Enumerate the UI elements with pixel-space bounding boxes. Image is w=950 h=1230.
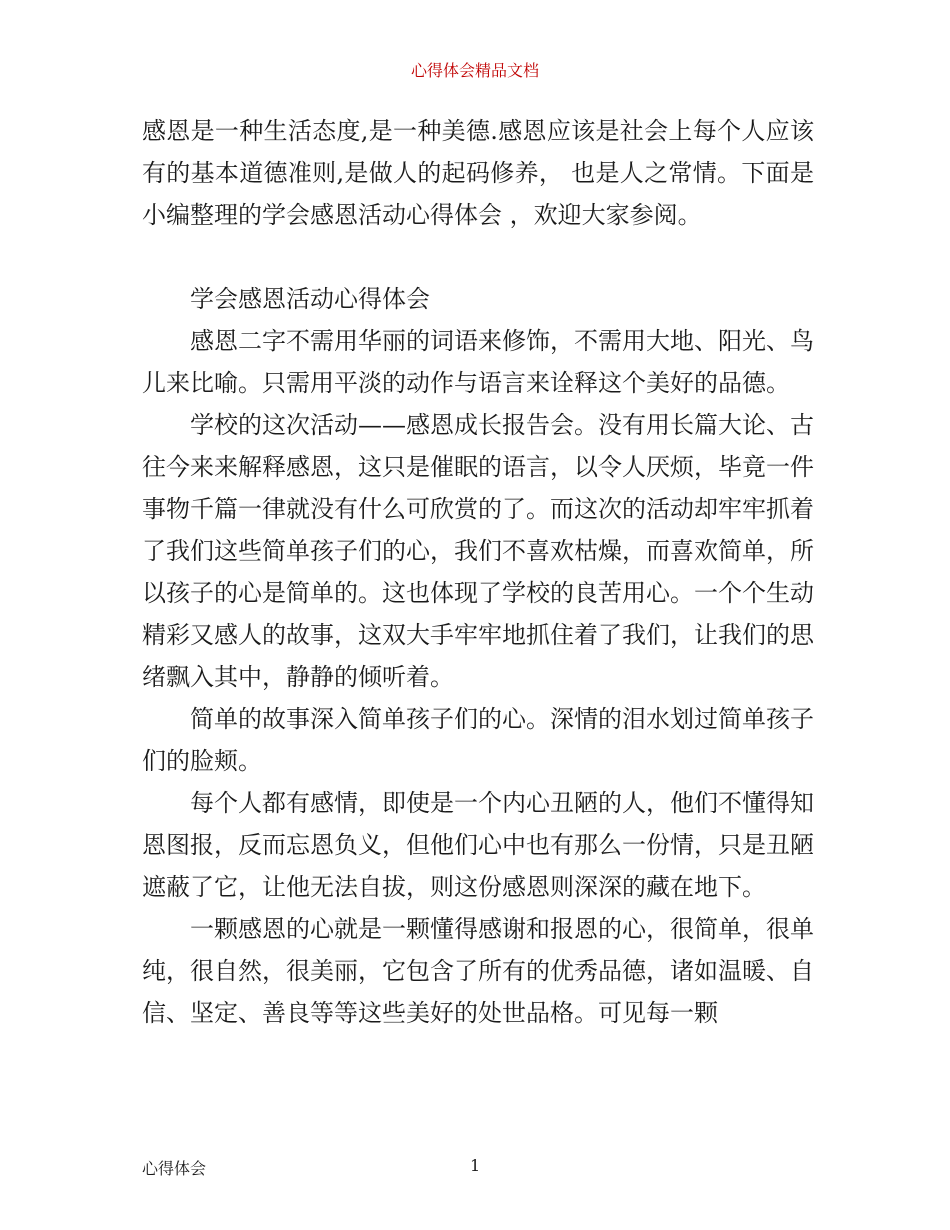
- body-paragraph: 每个人都有感情，即使是一个内心丑陋的人，他们不懂得知恩图报，反而忘恩负义，但他们心中也有那么一份情，只是丑陋遮蔽了它，让他无法自拔，则这份感恩则深深的藏在地下。: [142, 789, 814, 901]
- section-title: 学会感恩活动心得体会: [190, 285, 430, 313]
- body-paragraph: 感恩二字不需用华丽的词语来修饰，不需用大地、阳光、鸟儿来比喻。只需用平淡的动作与语言来诠释这个美好的品德。: [142, 327, 814, 397]
- body-paragraph: 一颗感恩的心就是一颗懂得感谢和报恩的心，很简单，很单纯，很自然，很美丽，它包含了所有的优秀品德，诸如温暖、自信、坚定、善良等等这些美好的处世品格。可见每一颗: [142, 915, 814, 1027]
- body-paragraph: 简单的故事深入简单孩子们的心。深情的泪水划过简单孩子们的脸颊。: [142, 705, 814, 775]
- document-body: [142, 110, 814, 1034]
- body-paragraph: 学校的这次活动——感恩成长报告会。没有用长篇大论、古往今来来解释感恩，这只是催眠的语言，以令人厌烦，毕竟一件事物千篇一律就没有什么可欣赏的了。而这次的活动却牢牢抓着了我们这些简单孩子们的心，我们不喜欢枯燥，而喜欢简单，所以孩子的心是简单的。这也体现了学校的良苦用心。一个个生动精彩又感人的故事，这双大手牢牢地抓住着了我们，让我们的思绪飘入其中，静静的倾听着。: [142, 411, 814, 691]
- intro-paragraph: 感恩是一种生活态度,是一种美德.感恩应该是社会上每个人应该有的基本道德准则,是做人的起码修养， 也是人之常情。下面是小编整理的学会感恩活动心得体会 ，欢迎大家参阅。: [142, 117, 814, 229]
- page-header-title: 心得体会精品文档: [410, 61, 539, 80]
- footer-label: 心得体会: [142, 1159, 207, 1178]
- page-number: 1: [470, 1156, 481, 1175]
